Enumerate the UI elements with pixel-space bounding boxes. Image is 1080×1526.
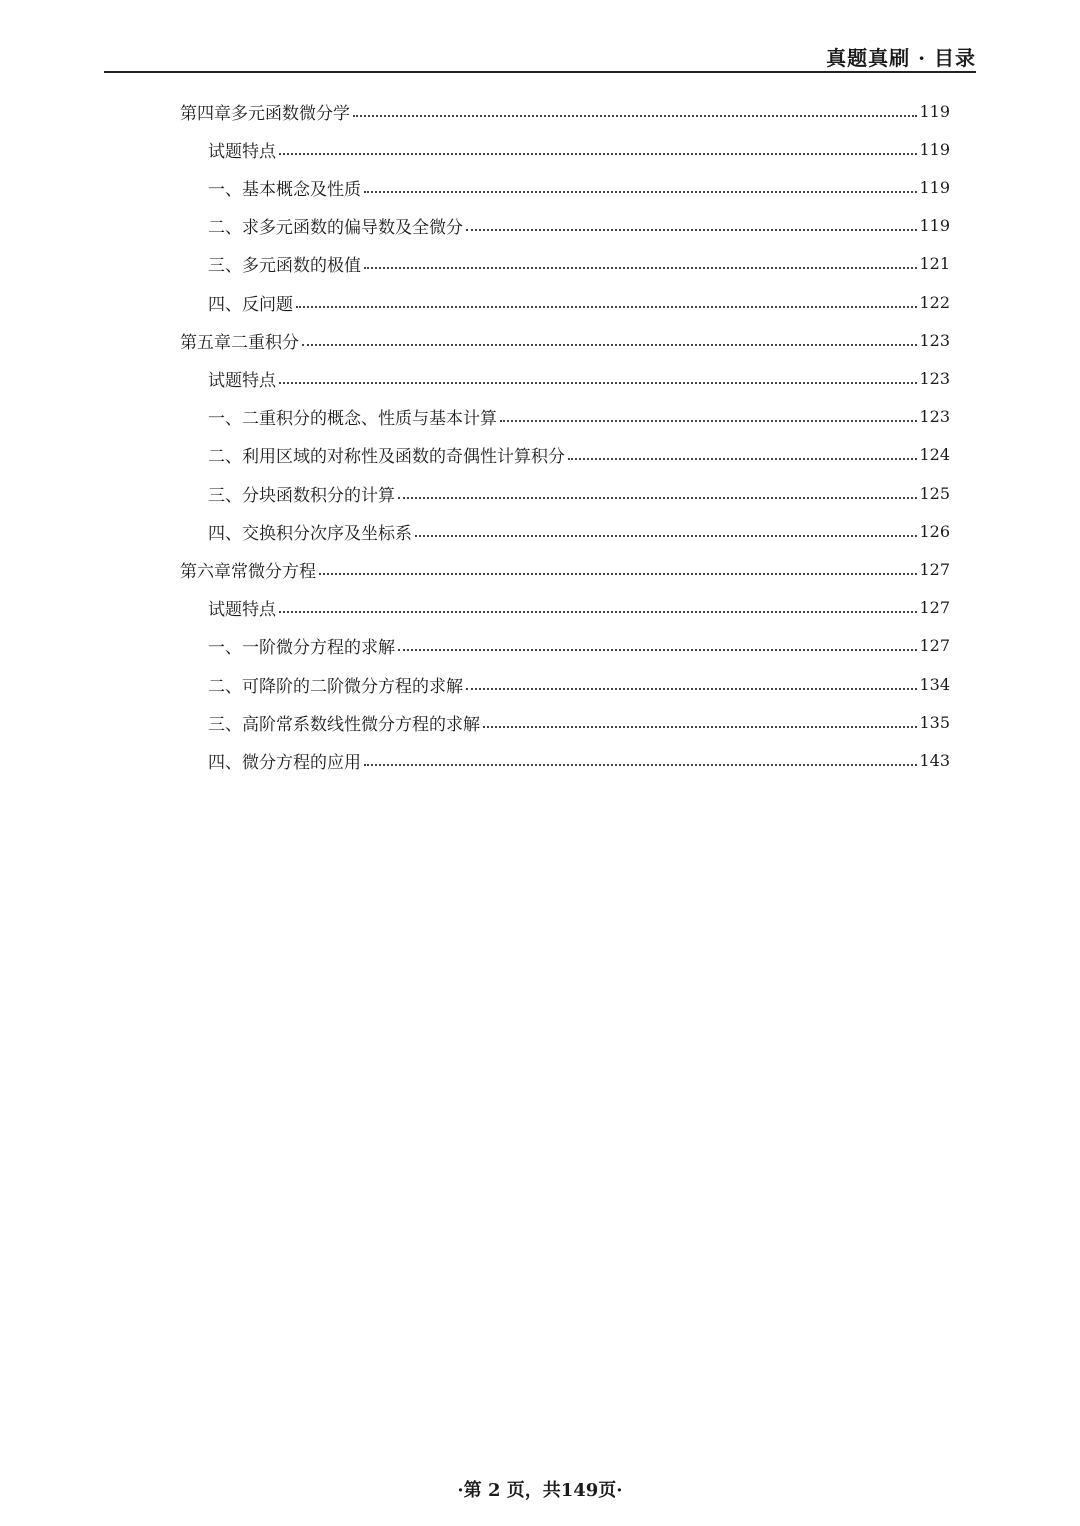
toc-dot-leader <box>398 497 917 499</box>
toc-dot-leader <box>302 344 917 346</box>
toc-entry-label: 一、基本概念及性质 <box>208 179 361 200</box>
toc-section-entry[interactable] <box>208 512 950 550</box>
toc-page-number: 135 <box>919 712 950 732</box>
toc-section-entry[interactable] <box>208 703 950 741</box>
toc-entry-label: 试题特点 <box>208 141 276 162</box>
toc-page-number: 119 <box>919 139 950 159</box>
toc-dot-leader <box>364 267 917 269</box>
page-footer: ·第 2 页，共149页· <box>457 1480 623 1501</box>
toc-section-entry[interactable] <box>208 130 950 168</box>
toc-section-entry[interactable] <box>208 741 950 779</box>
toc-chapter-entry[interactable] <box>180 92 950 130</box>
toc-page-number: 119 <box>919 101 950 121</box>
toc-section-entry[interactable] <box>208 398 950 436</box>
toc-section-entry[interactable] <box>208 207 950 245</box>
toc-chapter-entry[interactable] <box>180 550 950 588</box>
toc-page-number: 119 <box>919 177 950 197</box>
toc-entry-label: 第四章多元函数微分学 <box>180 103 350 124</box>
toc-entry-label: 三、分块函数积分的计算 <box>208 485 395 506</box>
toc-page-number: 127 <box>919 598 950 618</box>
toc-dot-leader <box>296 306 917 308</box>
toc-chapter-entry[interactable] <box>180 321 950 359</box>
toc-page-number: 134 <box>919 674 950 694</box>
toc-dot-leader <box>466 688 917 690</box>
toc-dot-leader <box>279 153 917 155</box>
toc-entry-label: 二、利用区域的对称性及函数的奇偶性计算积分 <box>208 447 565 468</box>
toc-page-number: 123 <box>919 407 950 427</box>
toc-entry-label: 试题特点 <box>208 370 276 391</box>
toc-section-entry[interactable] <box>208 665 950 703</box>
toc-entry-label: 一、二重积分的概念、性质与基本计算 <box>208 409 497 430</box>
toc-page-number: 123 <box>919 368 950 388</box>
toc-page-number: 121 <box>919 254 950 274</box>
toc-dot-leader <box>353 115 917 117</box>
toc-page-number: 143 <box>919 750 950 770</box>
toc-dot-leader <box>279 611 917 613</box>
header-title: 真题真刷 · 目录 <box>826 46 976 70</box>
toc-dot-leader <box>364 191 917 193</box>
toc-page-number: 125 <box>919 483 950 503</box>
toc-page-number: 122 <box>919 292 950 312</box>
toc-section-entry[interactable] <box>208 436 950 474</box>
header-rule <box>104 71 976 73</box>
toc-section-entry[interactable] <box>208 168 950 206</box>
toc-page-number: 127 <box>919 559 950 579</box>
toc-dot-leader <box>466 229 917 231</box>
toc-section-entry[interactable] <box>208 359 950 397</box>
toc-page-number: 126 <box>919 521 950 541</box>
toc-entry-label: 二、可降阶的二阶微分方程的求解 <box>208 676 463 697</box>
toc-dot-leader <box>500 420 917 422</box>
toc-page-number: 123 <box>919 330 950 350</box>
toc-section-entry[interactable] <box>208 283 950 321</box>
toc-section-entry[interactable] <box>208 589 950 627</box>
toc-entry-label: 四、交换积分次序及坐标系 <box>208 523 412 544</box>
toc-section-entry[interactable] <box>208 627 950 665</box>
toc-page-number: 119 <box>919 216 950 236</box>
toc-page-number: 127 <box>919 636 950 656</box>
toc-entry-label: 第六章常微分方程 <box>180 561 316 582</box>
toc-dot-leader <box>279 382 917 384</box>
toc-entry-label: 一、一阶微分方程的求解 <box>208 638 395 659</box>
toc-dot-leader <box>568 458 917 460</box>
toc-entry-label: 第五章二重积分 <box>180 332 299 353</box>
toc-entry-label: 三、多元函数的极值 <box>208 256 361 277</box>
toc-entry-label: 二、求多元函数的偏导数及全微分 <box>208 218 463 239</box>
toc-entry-label: 四、反问题 <box>208 294 293 315</box>
toc-dot-leader <box>483 726 917 728</box>
toc-section-entry[interactable] <box>208 245 950 283</box>
toc-dot-leader <box>364 764 917 766</box>
toc-section-entry[interactable] <box>208 474 950 512</box>
toc-entry-label: 四、微分方程的应用 <box>208 752 361 773</box>
toc-dot-leader <box>398 649 917 651</box>
toc-dot-leader <box>415 535 917 537</box>
toc-entry-label: 试题特点 <box>208 600 276 621</box>
toc-page-number: 124 <box>919 445 950 465</box>
toc-entry-label: 三、高阶常系数线性微分方程的求解 <box>208 714 480 735</box>
toc-dot-leader <box>319 573 917 575</box>
